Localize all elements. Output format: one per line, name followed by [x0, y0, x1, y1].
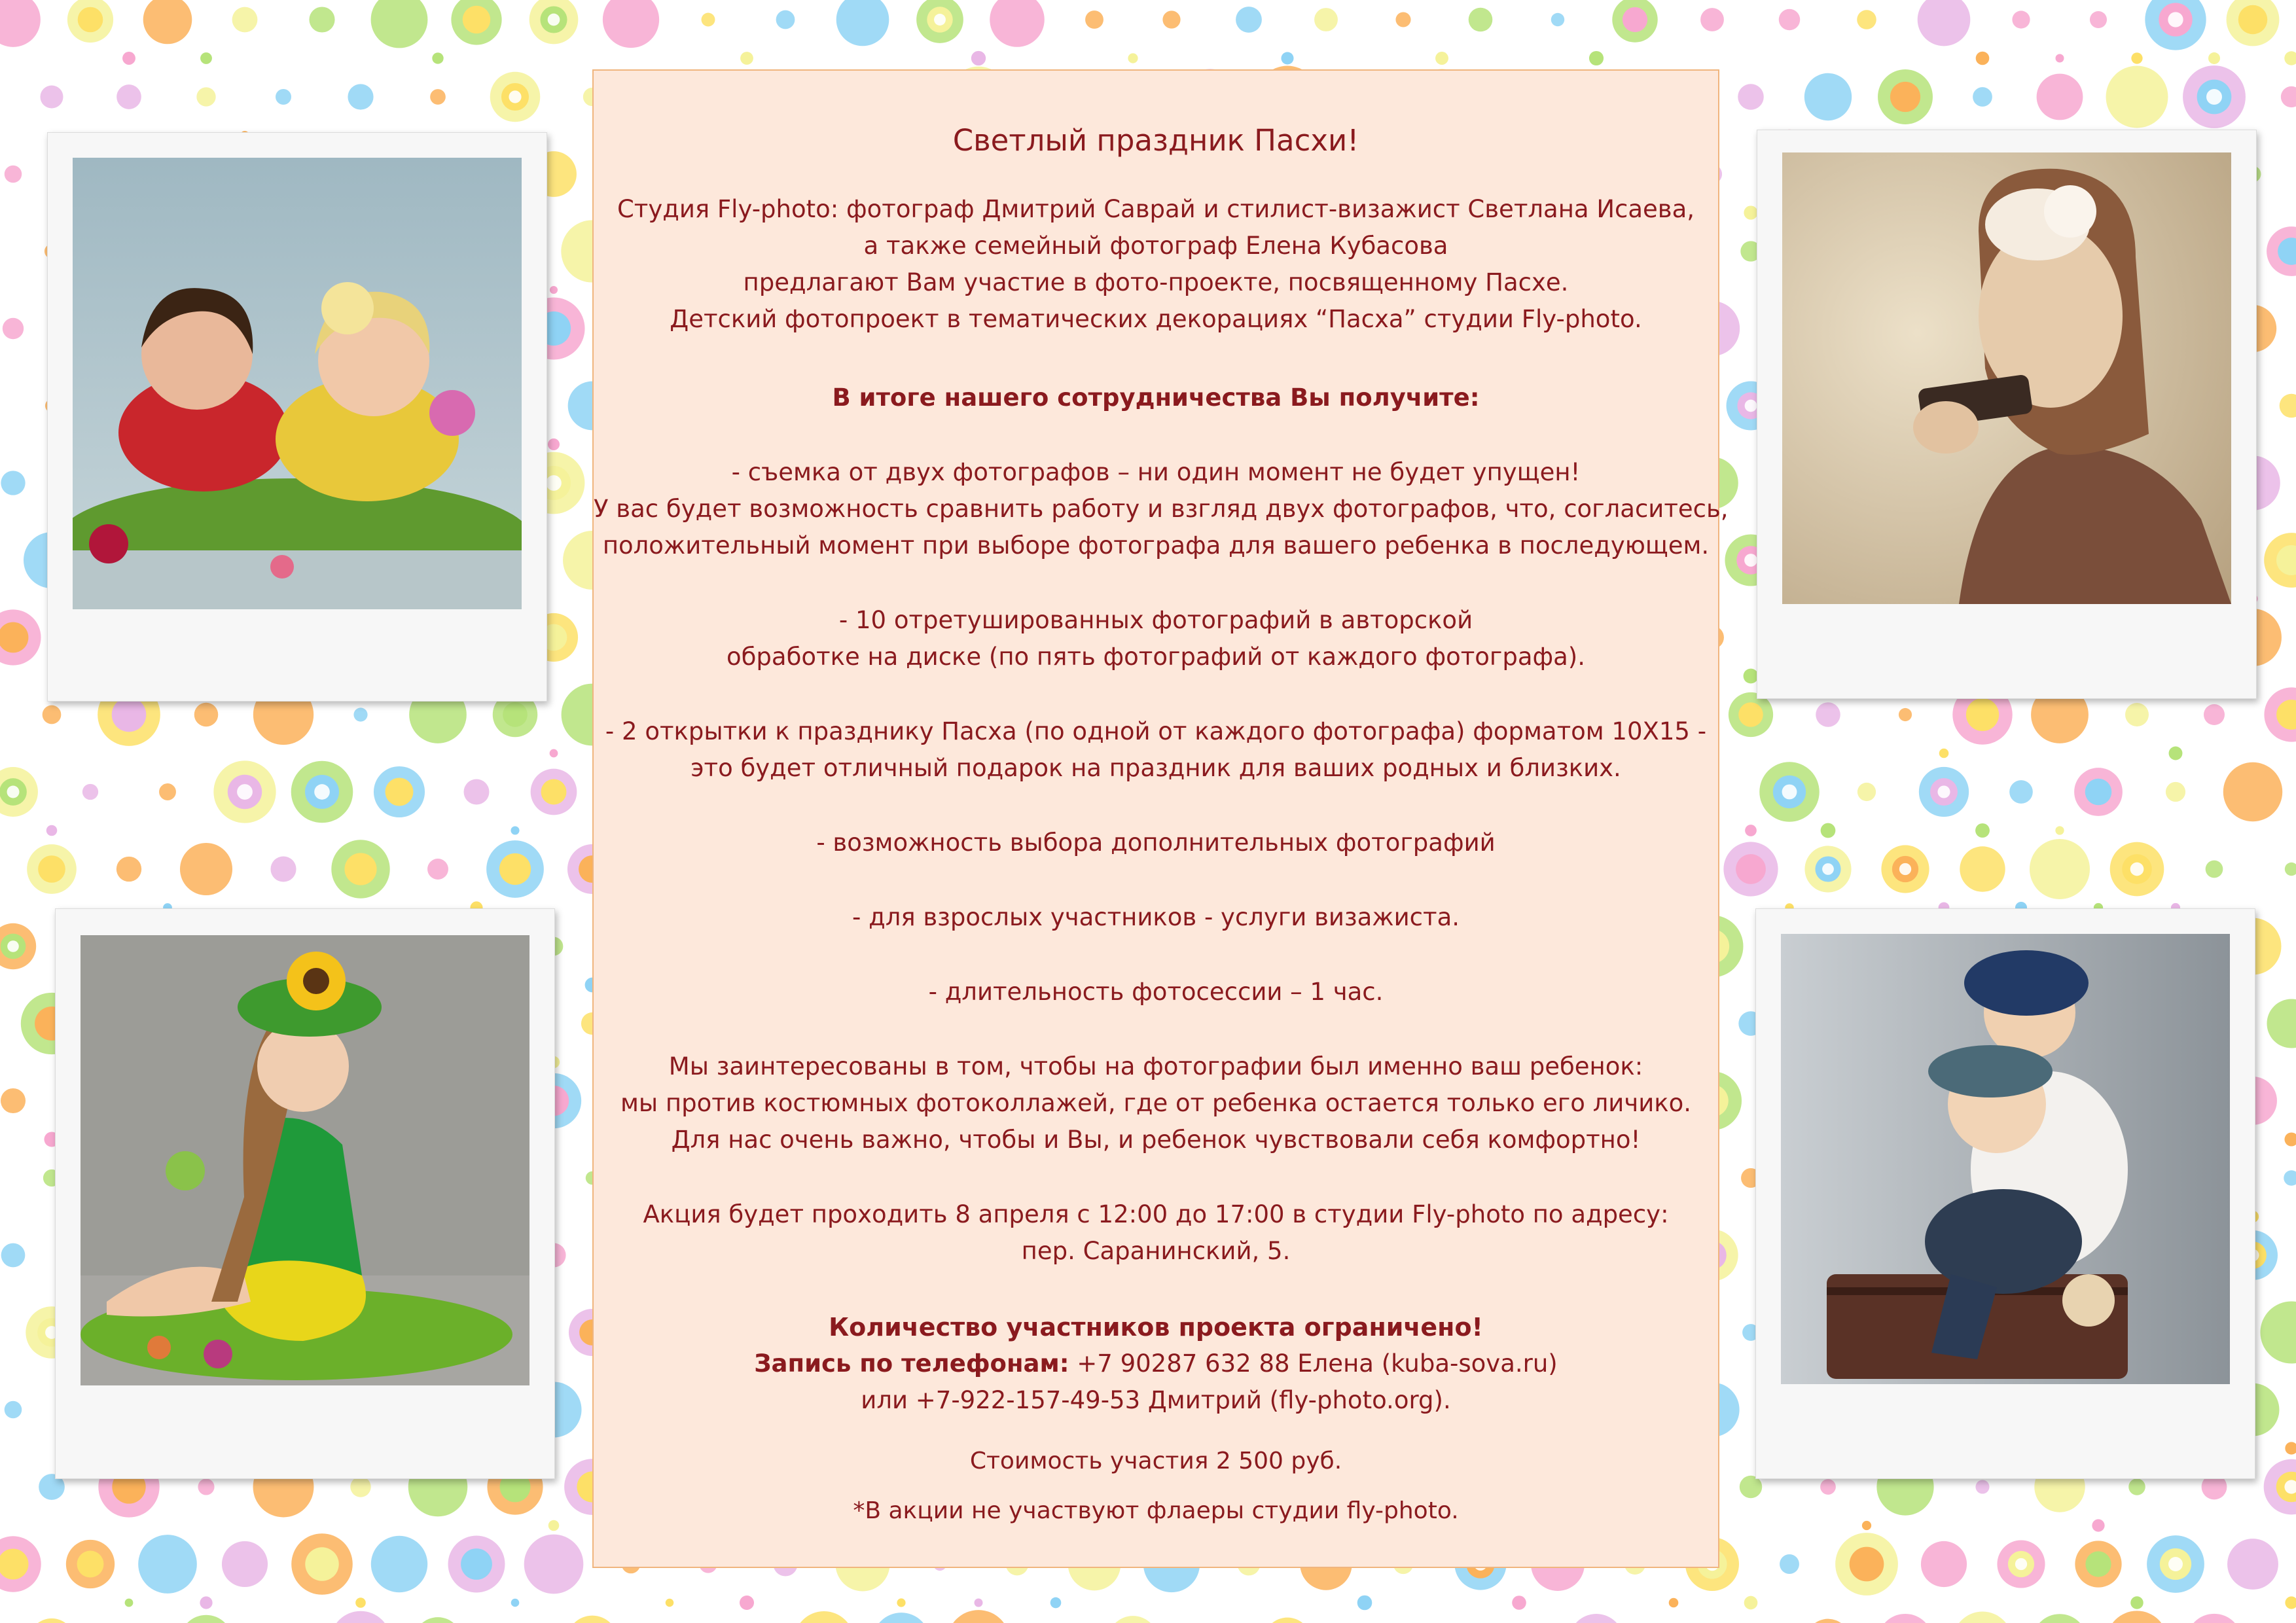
polka-dot-small: [1744, 669, 1759, 684]
polka-dot: [1, 1243, 26, 1268]
polka-dot: [2030, 839, 2090, 899]
booking-line: [594, 1349, 1718, 1378]
polka-dot-center: [548, 14, 560, 26]
polka-dot: [1107, 1616, 1158, 1623]
benefit-1-line-3: положительный момент при выборе фотографа для вашего ребенка в последующем.: [602, 531, 1710, 560]
polka-dot: [5, 166, 22, 183]
intro-line-3: предлагают Вам участие в фото-проекте, посвященному Пасхе.: [743, 268, 1569, 296]
polka-dot-center: [1744, 554, 1757, 567]
polka-dot-center: [237, 784, 253, 800]
photo-two-kids-on-suitcase: [1781, 934, 2230, 1384]
polka-dot-center: [314, 784, 330, 800]
note: *В акции не участвуют флаеры студии fly-photo.: [853, 1497, 1459, 1524]
polka-dot-inner: [2238, 5, 2267, 34]
polka-dot: [350, 1476, 370, 1497]
polka-dot-small: [1589, 51, 1604, 65]
polka-dot: [947, 1610, 1010, 1623]
photo-icon: [1782, 152, 2231, 604]
polka-dot: [2280, 394, 2296, 418]
polka-dot-inner: [1850, 1547, 1884, 1582]
info-panel: [592, 69, 1729, 1568]
polka-dot: [180, 1615, 233, 1623]
limited-notice: Количество участников проекта ограничено!: [829, 1313, 1483, 1342]
polka-dot-small: [46, 825, 58, 836]
polka-dot: [5, 1401, 22, 1419]
polka-dot-small: [1821, 823, 1836, 838]
polka-dot-inner: [305, 1547, 338, 1580]
polka-dot-inner: [78, 7, 103, 33]
intro-line-4: Детский фотопроект в тематических декорациях “Пасха” студии Fly-photo.: [670, 305, 1642, 333]
polka-dot: [2090, 11, 2107, 28]
benefit-2-line-2: обработке на диске (по пять фотографий от каждого фотографа).: [726, 643, 1586, 671]
polka-dot-center: [546, 475, 562, 491]
polka-dot: [794, 1611, 854, 1623]
polka-dot: [414, 1617, 462, 1623]
polka-dot-small: [548, 1520, 560, 1531]
polka-dot-center: [7, 786, 20, 798]
benefit-3-line-2: это будет отличный подарок на праздник для ваших родных и близких.: [691, 754, 1621, 782]
polka-dot-small: [355, 1597, 366, 1608]
polka-dot-center: [1782, 785, 1797, 800]
polka-dot: [464, 779, 490, 805]
polka-dot: [2285, 863, 2296, 876]
polka-dot: [1738, 84, 1764, 110]
polka-dot: [1804, 73, 1852, 120]
polka-dot-small: [122, 52, 135, 65]
polka-dot-center: [509, 90, 521, 103]
polka-dot: [2227, 1539, 2278, 1590]
polka-dot: [836, 0, 889, 46]
polka-dot-small: [2285, 1442, 2296, 1454]
polka-dot-inner: [38, 855, 65, 883]
statement-line-3: Для нас очень важно, чтобы и Вы, и ребенок чувствовали себя комфортно!: [671, 1126, 1641, 1154]
polka-dot-inner: [1736, 854, 1766, 884]
polka-dot: [117, 84, 141, 109]
polka-dot: [1569, 1614, 1624, 1623]
polka-dot-small: [2092, 1519, 2104, 1531]
polka-dot: [2267, 999, 2296, 1048]
polka-dot: [1551, 13, 1564, 26]
photo-girl-with-flower-in-hair: [1782, 152, 2231, 604]
polka-dot: [117, 857, 141, 882]
polka-dot: [138, 1535, 197, 1594]
polka-dot: [1806, 1619, 1851, 1623]
polka-dot: [2012, 10, 2030, 28]
polka-dot: [43, 705, 62, 724]
polka-dot: [232, 7, 258, 33]
polka-dot-inner: [1623, 7, 1647, 32]
photo-frame-bottom-right: [1755, 908, 2255, 1479]
polka-dot-small: [1976, 52, 1990, 65]
polka-dot: [1960, 846, 2005, 891]
polka-dot: [2187, 1614, 2242, 1623]
polka-dot: [1314, 8, 1338, 31]
polka-dot: [82, 784, 98, 800]
benefit-1-line-2: У вас будет возможность сравнить работу и взгляд двух фотографов, что, согласитесь,: [594, 495, 1729, 523]
polka-dot-center: [1822, 863, 1834, 875]
polka-dot: [872, 1613, 930, 1623]
polka-dot: [143, 0, 192, 44]
photo-frame-bottom-left: [55, 908, 555, 1479]
polka-dot: [194, 703, 219, 727]
polka-dot: [2106, 66, 2168, 128]
polka-dot: [1899, 708, 1912, 721]
polka-dot: [29, 1618, 75, 1623]
polka-dot-inner: [1738, 702, 1763, 727]
polka-dot-center: [1937, 785, 1950, 798]
polka-dot-inner: [461, 1548, 492, 1580]
polka-dot: [0, 0, 41, 47]
polka-dot-small: [125, 1599, 134, 1607]
statement-line-2: мы против костюмных фотоколлажей, где от ребенка остается только его личико.: [620, 1089, 1691, 1117]
polka-dot: [2106, 1611, 2167, 1623]
polka-dot: [270, 856, 296, 882]
polka-dot: [159, 783, 176, 800]
statement-line-1: Мы заинтересованы в том, чтобы на фотографии был именно ваш ребенок:: [668, 1052, 1643, 1080]
polka-dot-inner: [1966, 698, 1999, 731]
polka-dot-center: [2168, 12, 2183, 27]
polka-dot-center: [7, 940, 19, 952]
polka-dot: [776, 10, 795, 29]
photo-icon: [81, 935, 529, 1385]
polka-dot-small: [975, 1599, 983, 1607]
polka-dot-small: [1281, 52, 1293, 64]
benefit-6: - длительность фотосессии – 1 час.: [928, 978, 1384, 1006]
polka-dot: [2009, 780, 2033, 804]
polka-dot: [1469, 8, 1493, 32]
polka-dot: [1779, 9, 1800, 30]
polka-dot-small: [511, 1599, 520, 1607]
polka-dot-small: [1744, 1596, 1758, 1610]
polka-dot: [371, 0, 428, 48]
polka-dot: [1, 471, 25, 495]
polka-dot-small: [1512, 1596, 1526, 1610]
polka-dot-small: [2131, 52, 2142, 63]
polka-dot-center: [2168, 1557, 2183, 1571]
polka-dot-small: [1669, 1598, 1679, 1608]
polka-dot: [1857, 10, 1876, 29]
polka-dot: [1878, 1614, 1933, 1623]
polka-dot: [1820, 1479, 1836, 1495]
price: Стоимость участия 2 500 руб.: [969, 1448, 1342, 1474]
polka-dot-inner: [2085, 1551, 2111, 1577]
photo-frame-top-right: [1757, 130, 2257, 699]
polka-dot-center: [1899, 863, 1911, 875]
polka-dot: [567, 1616, 619, 1623]
polka-dot: [1, 1088, 26, 1113]
polka-dot-inner: [2085, 779, 2112, 806]
polka-dot: [702, 13, 715, 27]
photo-two-girls-lying-on-grass: [73, 158, 522, 609]
polka-dot: [331, 1611, 391, 1623]
polka-dot-small: [2169, 747, 2183, 760]
booking-label: Запись по телефонам:: [754, 1349, 1069, 1378]
polka-dot: [1236, 7, 1262, 33]
polka-dot-inner: [1890, 82, 1920, 112]
polka-dot-small: [550, 749, 558, 758]
polka-dot: [1975, 1480, 1989, 1493]
polka-dot: [40, 85, 63, 108]
polka-dot: [1816, 702, 1840, 727]
polka-dot-inner: [541, 779, 567, 805]
polka-dot: [427, 859, 448, 880]
benefit-2-line-1: - 10 отретушированных фотографий в авторской: [838, 606, 1473, 634]
photo-frame-top-left: [47, 132, 547, 702]
polka-dot: [1921, 1541, 1967, 1587]
polka-dot-small: [432, 52, 443, 63]
polka-dot-small: [1050, 1597, 1062, 1609]
polka-dot-inner: [463, 6, 490, 33]
event-line-1: Акция будет проходить 8 апреля с 12:00 до 17:00 в студии Fly-photo по адресу:: [643, 1200, 1669, 1228]
photo-icon: [73, 158, 522, 609]
polka-dot: [1918, 0, 1971, 46]
polka-dot: [2037, 74, 2083, 120]
booking-phone-1[interactable]: +7 90287 632 88 Елена (kuba-sova.ru): [1069, 1349, 1558, 1378]
polka-dot-center: [2206, 89, 2222, 105]
polka-dot: [430, 89, 446, 105]
polka-dot-small: [1128, 53, 1138, 63]
polka-dot: [309, 7, 334, 32]
polka-dot-small: [971, 51, 986, 65]
polka-dot-small: [1435, 52, 1448, 65]
polka-dot: [1162, 10, 1180, 28]
polka-dot: [1700, 8, 1724, 31]
polka-dot-small: [2208, 52, 2220, 64]
polka-dot-small: [200, 52, 212, 64]
polka-dot-inner: [499, 853, 531, 885]
polka-dot: [2206, 861, 2223, 878]
booking-phone-2[interactable]: или +7-922-157-49-53 Дмитрий (fly-photo.org).: [861, 1386, 1451, 1414]
polka-dot: [348, 84, 373, 109]
polka-dot-small: [2056, 54, 2064, 63]
polka-dot-small: [550, 286, 558, 294]
polka-dot: [222, 1541, 268, 1587]
polka-dot-small: [740, 1596, 754, 1610]
polka-dot-small: [2130, 1596, 2143, 1609]
photo-girl-in-sunflower-costume: [81, 935, 529, 1385]
polka-dot-small: [2284, 1132, 2296, 1146]
polka-dot-small: [1975, 823, 1990, 838]
polka-dot: [1780, 1554, 1799, 1574]
polka-dot: [524, 1535, 584, 1594]
polka-dot-small: [2285, 1596, 2296, 1609]
benefit-5: - для взрослых участников - услуги визажиста.: [852, 903, 1460, 931]
polka-dot: [1973, 87, 1992, 107]
polka-dot-small: [1939, 749, 1949, 758]
polka-dot-center: [1745, 400, 1757, 412]
polka-dot-small: [897, 1598, 905, 1607]
polka-dot: [2032, 1614, 2087, 1623]
polka-dot: [276, 89, 291, 105]
polka-dot: [2281, 86, 2296, 107]
polka-dot-small: [2055, 826, 2064, 834]
polka-dot: [1857, 783, 1876, 801]
polka-dot: [1264, 1618, 1312, 1623]
polka-dot-small: [548, 438, 560, 450]
polka-dot: [2260, 1301, 2296, 1363]
polka-dot-small: [1744, 205, 1757, 219]
polka-dot: [371, 1536, 427, 1592]
polka-dot-inner: [77, 1551, 104, 1578]
polka-dot-inner: [503, 702, 528, 727]
benefit-4: - возможность выбора дополнительных фотографий: [816, 829, 1496, 857]
polka-dot-inner: [344, 853, 376, 885]
polka-dot-center: [934, 14, 946, 26]
polka-dot-inner: [386, 778, 414, 806]
polka-dot-center: [2015, 1558, 2027, 1570]
benefit-1-line-1: - съемка от двух фотографов – ни один момент не будет упущен!: [731, 458, 1581, 486]
event-address: пер. Саранинский, 5.: [1021, 1237, 1291, 1265]
polka-dot: [2128, 1478, 2145, 1495]
polka-dot: [1953, 1612, 2013, 1623]
polka-dot: [1395, 12, 1410, 27]
polka-dot: [3, 318, 24, 339]
polka-dot: [2166, 782, 2185, 802]
polka-dot: [2223, 762, 2282, 821]
polka-dot: [2204, 704, 2225, 725]
polka-dot: [1085, 10, 1103, 29]
polka-dot: [603, 0, 659, 48]
page-title: Светлый праздник Пасхи!: [952, 123, 1359, 158]
polka-dot-small: [1862, 1521, 1871, 1530]
polka-dot: [196, 87, 215, 106]
benefits-heading: В итоге нашего сотрудничества Вы получите:: [832, 383, 1480, 412]
polka-dot: [198, 1478, 214, 1495]
benefit-3-line-1: - 2 открытки к празднику Пасха (по одной от каждого фотографа) форматом 10Х15 -: [605, 717, 1707, 745]
polka-dot-small: [666, 1599, 673, 1607]
intro-line-2: а также семейный фотограф Елена Кубасова: [863, 232, 1448, 260]
polka-dot-small: [1745, 825, 1757, 836]
polka-dot-small: [740, 52, 753, 65]
polka-dot-center: [2130, 863, 2144, 876]
polka-dot: [353, 707, 367, 721]
polka-dot: [2284, 1170, 2296, 1186]
polka-dot-small: [200, 1596, 212, 1609]
polka-dot: [180, 843, 232, 895]
polka-dot: [990, 0, 1045, 47]
polka-dot: [2125, 703, 2149, 726]
polka-dot-small: [2284, 51, 2296, 65]
photo-icon: [1781, 934, 2230, 1384]
intro-line-1: Студия Fly-photo: фотограф Дмитрий Саврай и стилист-визажист Светлана Исаева,: [617, 195, 1695, 223]
polka-dot-inner: [112, 698, 147, 732]
polka-dot-small: [511, 826, 519, 834]
polka-dot-small: [1357, 1596, 1372, 1611]
